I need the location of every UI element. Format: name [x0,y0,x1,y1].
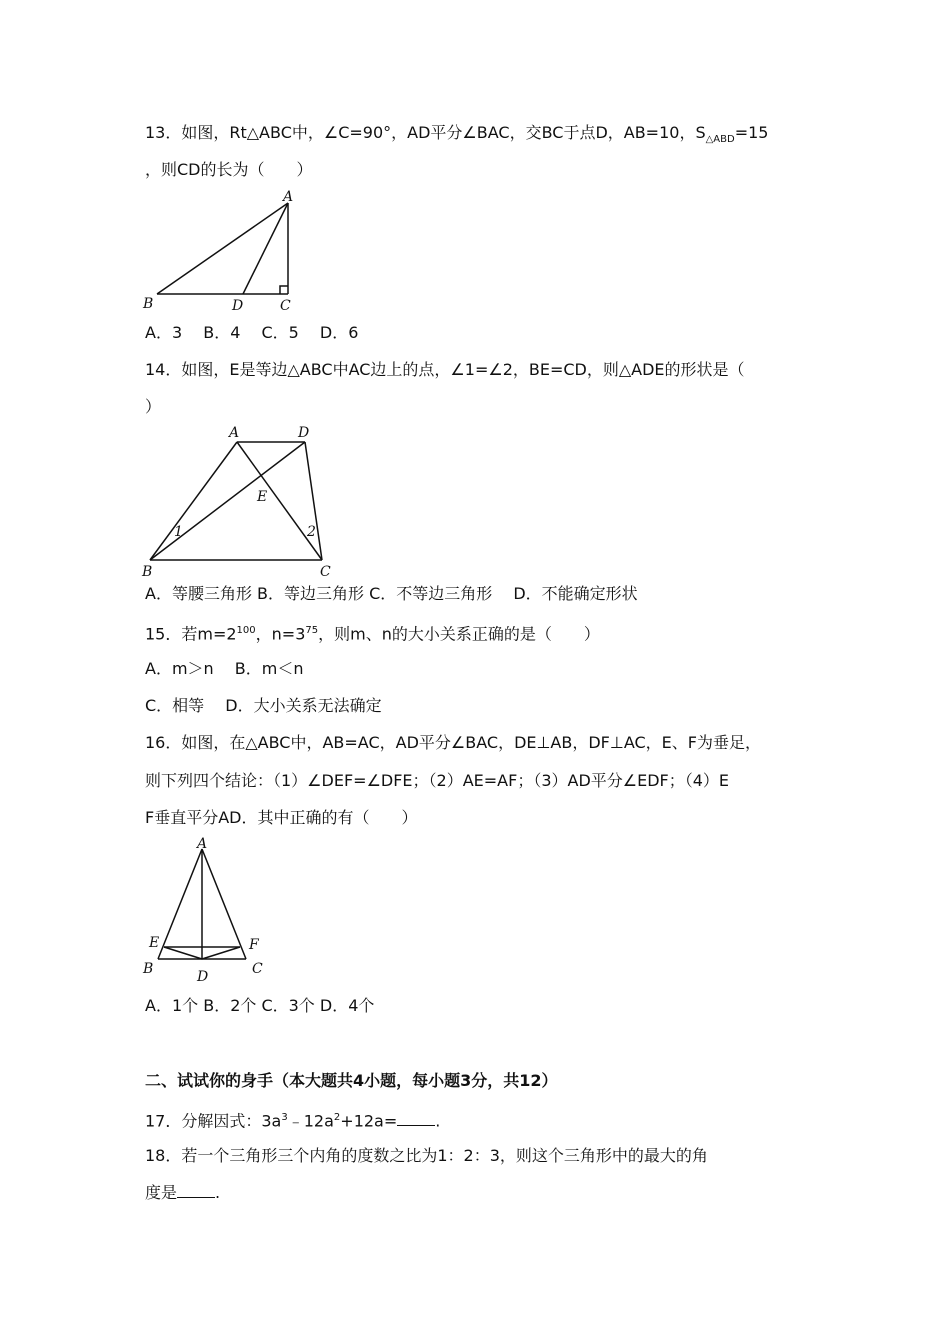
q16-side-ab [158,849,202,959]
q15-stem: 15．若$m=2^{100}$，$n=3^{75}$，则m、n的大小关系正确的是（ ） [145,624,600,644]
q17-answer-blank [397,1111,435,1126]
q14-segment-bd [150,442,305,560]
q16-stem-line3: F垂直平分AD．其中正确的有（ ） [145,808,418,827]
q14-options: A．等腰三角形 B．等边三角形 C．不等边三角形 D．不能确定形状 [145,584,638,603]
q16-label-b: B [143,961,154,977]
section2-heading: 二、试试你的身手（本大题共4小题，每小题3分，共12） [145,1071,558,1090]
q14-label-1: 1 [174,524,183,540]
q16-segment-de [164,947,202,959]
q14-segment-dc [305,442,322,560]
q16-segment-df [202,947,240,959]
q14-label-a: A [229,425,240,441]
q14-figure [140,422,340,586]
q14-label-2: 2 [307,524,316,540]
q16-label-f: F [249,937,259,953]
q17-stem: 17．分解因式：$3a^3﹣12a^2+12a=$ . [145,1111,441,1131]
q13-label-d: D [232,298,244,314]
q15-options-row1: A．m＞n B．m＜n [145,659,304,678]
q18-stem-line2: 度是 . [145,1183,221,1202]
q13-figure [140,190,310,319]
q18-answer-blank [177,1183,215,1198]
q16-label-c: C [252,961,263,977]
q14-label-e: E [257,489,268,505]
q16-stem-line2: 则下列四个结论：（1）∠DEF=∠DFE；（2）AE=AF；（3）AD平分∠EDF；（4）E [145,771,730,790]
q13-segment-ad [243,203,288,294]
q13-label-b: B [143,296,154,312]
q16-side-ac [202,849,246,959]
q16-label-a: A [197,836,208,852]
q14-side-ac [237,442,322,560]
q14-stem-line2: ） [145,397,162,416]
q14-label-c: C [320,564,331,580]
q13-stem-line2: ，则CD的长为（ ） [145,160,313,179]
q16-figure [140,835,270,989]
q14-label-d: D [298,425,310,441]
q14-label-b: B [142,564,153,580]
q18-stem-line1: 18．若一个三角形三个内角的度数之比为1：2：3，则这个三角形中的最大的角 [145,1146,708,1165]
q13-label-c: C [280,298,291,314]
q13-right-angle-mark [280,286,288,294]
q13-stem-line1: 13．如图，Rt△ABC中，∠C=90°，AD平分∠BAC，交BC于点D，AB=10，$S_{\triangle ABD}=15$ [145,123,769,146]
q16-label-e: E [149,935,160,951]
q13-side-ab [157,203,288,294]
q13-options: A．3 B．4 C．5 D．6 [145,323,359,342]
q13-label-a: A [283,190,294,205]
q16-stem-line1: 16．如图，在△ABC中，AB=AC，AD平分∠BAC，DE⊥AB，DF⊥AC，E、F为垂足， [145,733,761,752]
q14-side-ab [150,442,237,560]
q16-options: A．1个 B．2个 C．3个 D．4个 [145,996,375,1015]
q16-label-d: D [197,969,209,985]
q14-stem-line1: 14．如图，E是等边△ABC中AC边上的点，∠1=∠2，BE=CD，则△ADE的形状是（ [145,360,745,379]
q15-options-row2: C．相等 D．大小关系无法确定 [145,696,382,715]
